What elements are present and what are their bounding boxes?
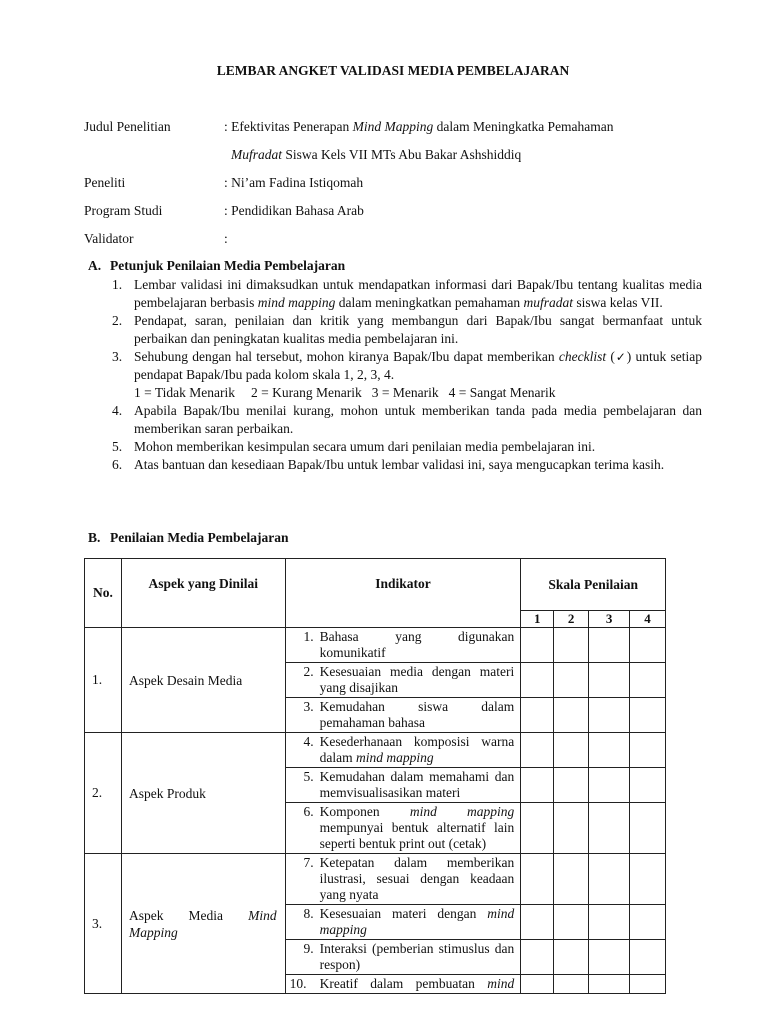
indicator-num: 4. [303, 734, 314, 749]
score-cell-2[interactable] [554, 628, 589, 663]
score-cell-2[interactable] [554, 768, 589, 803]
score-cell-2[interactable] [554, 698, 589, 733]
indicator-text-part: mempunyai bentuk alternatif lain seperti bentuk print out (cetak) [319, 820, 515, 851]
judul-text-3: Siswa Kels VII MTs Abu Bakar Ashshiddiq [282, 147, 522, 162]
scale-col-4: 4 [630, 611, 666, 628]
instruction-num: 1. [112, 277, 123, 292]
instruction-item [112, 276, 702, 312]
score-cell-1[interactable] [521, 768, 554, 803]
score-cell-1[interactable] [521, 663, 554, 698]
meta-validator-value: : [224, 231, 228, 246]
score-cell-4[interactable] [630, 905, 666, 940]
assessment-table [84, 558, 666, 994]
score-cell-1[interactable] [521, 905, 554, 940]
indicator-text-part: Kreatif dalam pembuatan [319, 976, 488, 991]
indicator-num: 3. [303, 699, 314, 714]
section-b-letter: B. [88, 530, 101, 545]
instruction-num: 2. [112, 313, 123, 328]
score-cell-3[interactable] [589, 733, 630, 768]
indicator-text-part: Kesederhanaan komposisi warna dalam [319, 734, 515, 765]
instruction-item [112, 312, 702, 348]
score-cell-2[interactable] [554, 940, 589, 975]
indicator-num: 7. [303, 855, 314, 870]
judul-italic-2: Mufradat [231, 147, 283, 162]
indicator-num: 6. [303, 804, 314, 819]
table-row [85, 854, 666, 905]
instruction-text: dalam meningkatkan pemahaman [335, 295, 524, 310]
header-skala: Skala Penilaian [521, 559, 666, 611]
row-aspek [121, 854, 285, 994]
score-cell-3[interactable] [589, 940, 630, 975]
indicator-text [320, 804, 515, 852]
score-cell-2[interactable] [554, 905, 589, 940]
score-cell-3[interactable] [589, 854, 630, 905]
instruction-num: 5. [112, 439, 123, 454]
score-cell-1[interactable] [521, 733, 554, 768]
scale-legend-item: 4 = Sangat Menarik [448, 385, 556, 400]
table-header-row [85, 559, 666, 611]
score-cell-3[interactable] [589, 803, 630, 854]
instruction-num: 6. [112, 457, 123, 472]
indicator-num: 8. [303, 906, 314, 921]
section-a-heading [88, 258, 345, 274]
indicator-text: Ketepatan dalam memberikan ilustrasi, sesuai dengan keadaan yang nyata [319, 855, 515, 902]
score-cell-4[interactable] [630, 854, 666, 905]
score-cell-3[interactable] [589, 663, 630, 698]
score-cell-1[interactable] [521, 854, 554, 905]
score-cell-4[interactable] [630, 733, 666, 768]
scale-col-3: 3 [589, 611, 630, 628]
indicator-num: 1. [303, 629, 314, 644]
meta-prodi-label: Program Studi [84, 203, 163, 218]
indicator-text-part: Komponen [319, 804, 410, 819]
score-cell-3[interactable] [589, 975, 630, 994]
indicator-cell [285, 854, 521, 905]
score-cell-3[interactable] [589, 698, 630, 733]
indicator-cell [285, 768, 521, 803]
section-a-letter: A. [88, 258, 102, 273]
score-cell-2[interactable] [554, 663, 589, 698]
score-cell-4[interactable] [630, 628, 666, 663]
row-no: 1. [85, 628, 122, 733]
score-cell-2[interactable] [554, 733, 589, 768]
scale-legend [134, 384, 702, 402]
indicator-text: Interaksi (pemberian stimuslus dan respon) [319, 941, 515, 972]
indicator-num: 9. [303, 941, 314, 956]
score-cell-1[interactable] [521, 940, 554, 975]
instruction-italic: checklist [558, 349, 607, 364]
score-cell-3[interactable] [589, 628, 630, 663]
judul-italic-1: Mind Mapping [352, 119, 434, 134]
judul-text-1: : Efektivitas Penerapan [224, 119, 353, 134]
indicator-text-part: Kesesuaian materi dengan [319, 906, 488, 921]
instruction-text: Atas bantuan dan kesediaan Bapak/Ibu untuk lembar validasi ini, saya mengucapkan terima kasih. [134, 457, 665, 472]
section-b-heading [88, 530, 288, 546]
header-no: No. [85, 559, 122, 628]
indicator-italic: mind mapping [356, 750, 434, 765]
instruction-italic: mufradat [523, 295, 574, 310]
indicator-cell [285, 663, 521, 698]
indicator-cell [285, 905, 521, 940]
meta-judul-value-cont [231, 147, 521, 163]
meta-peneliti-label: Peneliti [84, 175, 126, 190]
indicator-num: 10. [289, 976, 307, 991]
row-aspek: Aspek Desain Media [121, 628, 285, 733]
scale-col-1: 1 [521, 611, 554, 628]
instruction-num: 3. [112, 349, 123, 364]
meta-judul-label: Judul Penelitian [84, 119, 171, 134]
aspek-text: Aspek Media [128, 907, 249, 923]
instruction-num: 4. [112, 403, 123, 418]
row-no: 2. [85, 733, 122, 854]
instruction-text: Sehubung dengan hal tersebut, mohon kiranya Bapak/Ibu dapat memberikan [134, 349, 559, 364]
instruction-item [112, 348, 702, 402]
document-title: LEMBAR ANGKET VALIDASI MEDIA PEMBELAJARAN [216, 63, 570, 78]
instruction-list [112, 276, 702, 474]
instruction-italic: mind mapping [257, 295, 336, 310]
indicator-text: Bahasa yang digunakan komunikatif [319, 629, 515, 660]
meta-prodi-value: : Pendidikan Bahasa Arab [224, 203, 364, 218]
score-cell-2[interactable] [554, 803, 589, 854]
scale-col-2: 2 [554, 611, 589, 628]
score-cell-4[interactable] [630, 663, 666, 698]
aspek-line-1 [129, 907, 277, 941]
checkmark-icon: ✓ [614, 350, 627, 364]
score-cell-4[interactable] [630, 768, 666, 803]
score-cell-1[interactable] [521, 803, 554, 854]
judul-text-2: dalam Meningkatka Pemahaman [433, 119, 614, 134]
score-cell-1[interactable] [521, 698, 554, 733]
score-cell-3[interactable] [589, 768, 630, 803]
indicator-text: Kesesuaian media dengan materi yang disajikan [319, 664, 515, 695]
indicator-cell [285, 940, 521, 975]
header-indikator: Indikator [285, 559, 521, 628]
indicator-cell [285, 803, 521, 854]
indicator-cell [285, 698, 521, 733]
section-a-title: Petunjuk Penilaian Media Pembelajaran [110, 258, 346, 273]
indicator-num: 5. [303, 769, 314, 784]
meta-judul-value [224, 119, 614, 135]
indicator-cell [285, 628, 521, 663]
meta-peneliti-value: : Ni’am Fadina Istiqomah [224, 175, 364, 190]
scale-legend-item: 1 = Tidak Menarik [134, 385, 235, 400]
indicator-text: Kemudahan dalam memahami dan memvisualisasikan materi [319, 769, 515, 800]
instruction-text: siswa kelas VII. [573, 295, 663, 310]
table-row [85, 628, 666, 663]
indicator-text: Kemudahan siswa dalam pemahaman bahasa [319, 699, 515, 730]
score-cell-2[interactable] [554, 975, 589, 994]
score-cell-3[interactable] [589, 905, 630, 940]
score-cell-4[interactable] [630, 975, 666, 994]
score-cell-2[interactable] [554, 854, 589, 905]
indicator-text [320, 734, 515, 766]
section-b-title: Penilaian Media Pembelajaran [110, 530, 289, 545]
instruction-item [112, 402, 702, 438]
instruction-text: ( [606, 349, 615, 364]
indicator-italic: mind mapping [409, 804, 515, 819]
instruction-text: Apabila Bapak/Ibu menilai kurang, mohon untuk memberikan tanda pada media pembelajaran dan memberikan saran perbaikan. [134, 403, 702, 436]
indicator-text [320, 906, 515, 938]
instruction-item [112, 438, 702, 456]
table-row [85, 733, 666, 768]
meta-validator-label: Validator [84, 231, 134, 246]
scale-legend-item: 3 = Menarik [371, 385, 439, 400]
instruction-text: ) untuk setiap pendapat Bapak/Ibu pada kolom skala 1, 2, 3, 4. [134, 349, 702, 382]
scale-legend-item: 2 = Kurang Menarik [251, 385, 362, 400]
row-aspek: Aspek Produk [121, 733, 285, 854]
indicator-italic: mind [487, 976, 515, 991]
indicator-italic: mind mapping [319, 906, 515, 937]
score-cell-4[interactable] [630, 698, 666, 733]
indicator-num: 2. [303, 664, 314, 679]
indicator-cell [285, 733, 521, 768]
instruction-text: Pendapat, saran, penilaian dan kritik yang membangun dari Bapak/Ibu sangat bermanfaat untuk perbaikan dan peningkatan kualitas media pembelajaran ini. [134, 313, 702, 346]
instruction-text: Mohon memberikan kesimpulan secara umum dari penilaian media pembelajaran ini. [134, 439, 596, 454]
score-cell-4[interactable] [630, 940, 666, 975]
score-cell-4[interactable] [630, 803, 666, 854]
header-aspek: Aspek yang Dinilai [121, 559, 285, 628]
row-no: 3. [85, 854, 122, 994]
score-cell-1[interactable] [521, 628, 554, 663]
instruction-item [112, 456, 702, 474]
aspek-italic: Mind Mapping [128, 907, 277, 940]
indicator-text [320, 976, 515, 992]
indicator-cell [285, 975, 521, 994]
instruction-text: Lembar validasi ini dimaksudkan untuk mendapatkan informasi dari Bapak/Ibu tentang kualitas media pembelajaran berbasis [134, 277, 702, 310]
score-cell-1[interactable] [521, 975, 554, 994]
